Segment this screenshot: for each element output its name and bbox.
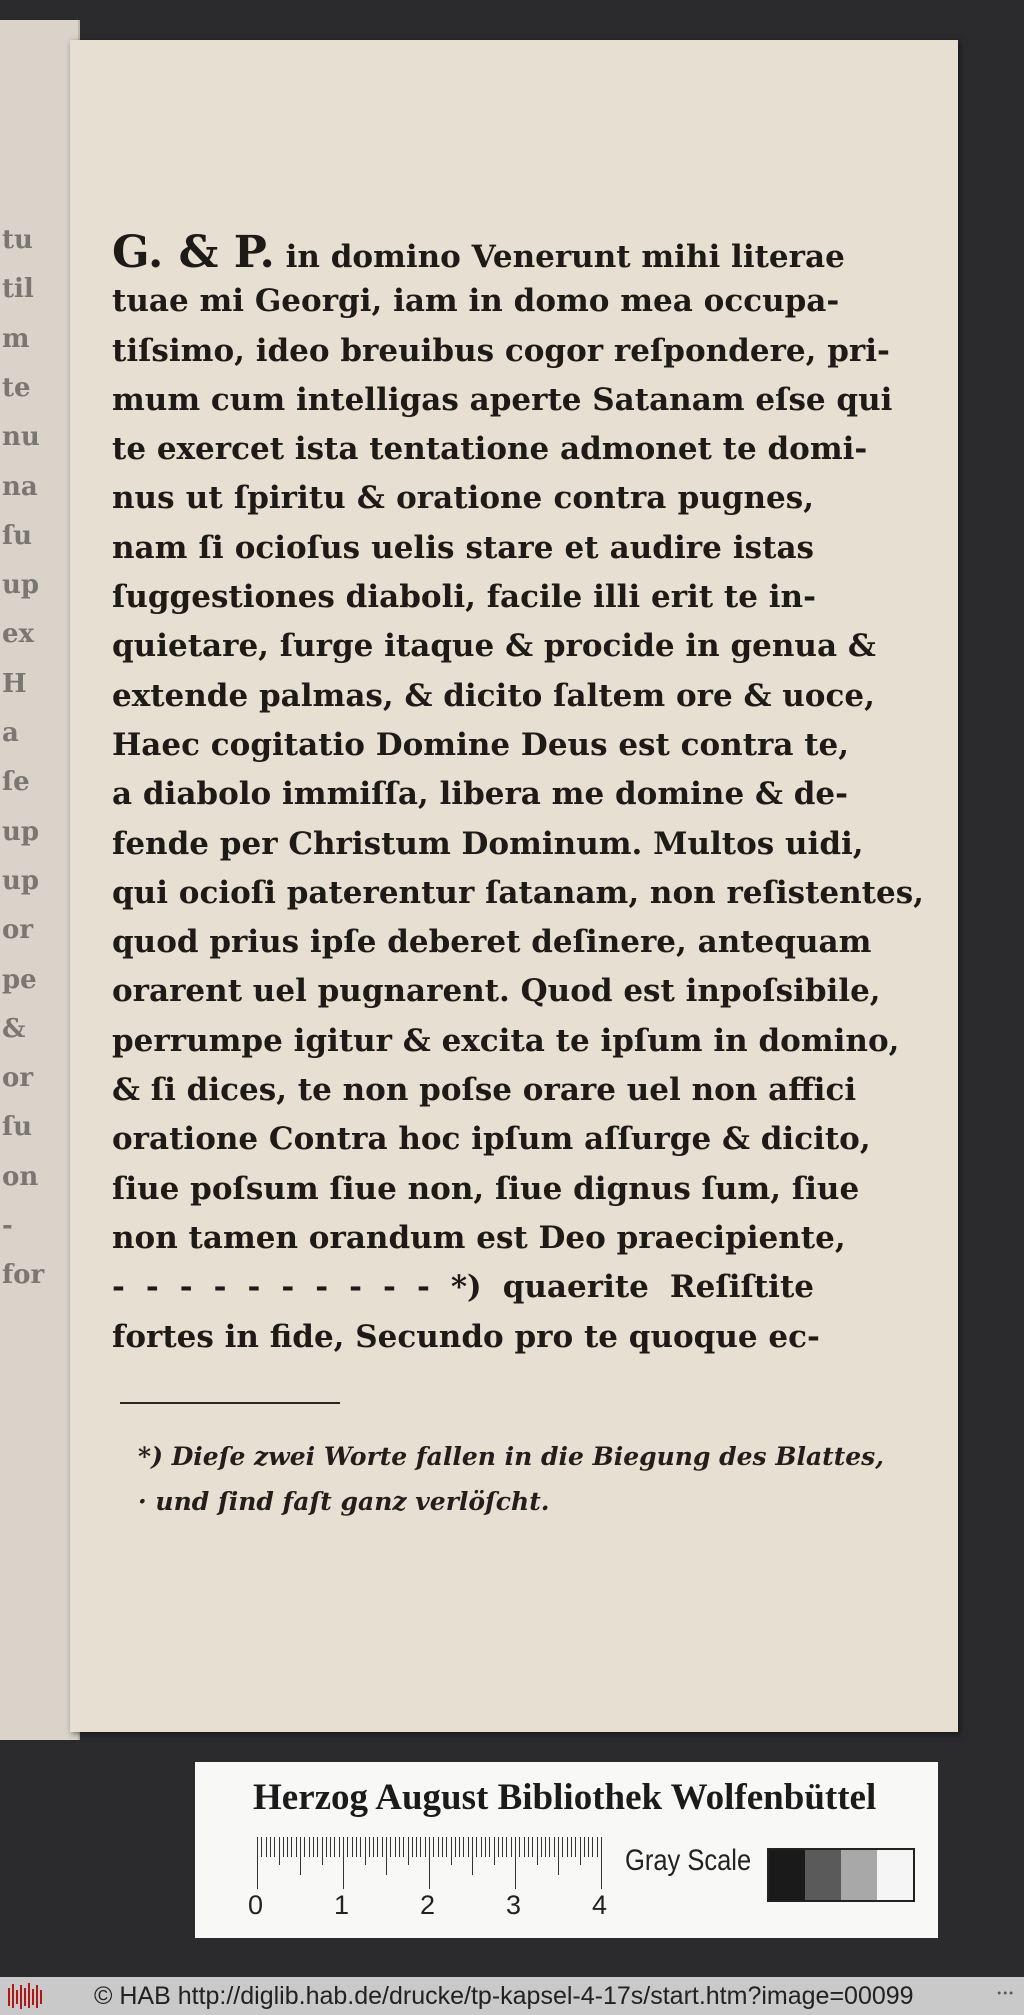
ruler-tick — [433, 1837, 434, 1857]
text-line-content: in domino Venerunt mihi literae — [285, 239, 845, 275]
prev-page-fragment: ſu — [2, 520, 33, 551]
ruler-tick — [541, 1837, 542, 1857]
ruler-tick — [382, 1837, 383, 1857]
ruler-tick — [395, 1837, 396, 1857]
ruler-tick — [291, 1837, 292, 1857]
prev-page-fragment: tu — [2, 225, 33, 255]
text-line: fende per Christum Dominum. Multos uidi, — [112, 825, 864, 862]
ruler-tick — [515, 1837, 516, 1889]
ruler-tick — [425, 1837, 426, 1857]
ruler-tick — [485, 1837, 486, 1857]
ruler-tick — [330, 1837, 331, 1857]
ruler-tick — [446, 1837, 447, 1857]
prev-page-fragment: or — [2, 1063, 34, 1094]
ruler-tick — [386, 1837, 387, 1875]
ruler-tick — [296, 1837, 297, 1857]
ruler-tick — [571, 1837, 572, 1857]
ruler-tick — [261, 1837, 262, 1857]
text-line: extende palmas, & dicito ſaltem ore & uoce, — [112, 677, 875, 714]
ruler-tick — [472, 1837, 473, 1875]
ruler-tick — [481, 1837, 482, 1857]
ruler-tick — [489, 1837, 490, 1857]
footnote-line: · und ſind faſt ganz verlöſcht. — [138, 1487, 550, 1516]
prev-page-fragment: up — [2, 865, 40, 896]
text-line: mum cum intelligas aperte Satanam eſse qui — [112, 381, 893, 418]
prev-page-fragment: ſu — [2, 1112, 33, 1143]
ruler-tick — [601, 1837, 602, 1889]
ruler — [257, 1837, 607, 1889]
ruler-tick — [597, 1837, 598, 1857]
ruler-tick — [360, 1837, 361, 1857]
prev-page-fragment: pe — [2, 964, 37, 995]
ruler-tick — [524, 1837, 525, 1857]
ruler-tick — [283, 1837, 284, 1857]
ruler-tick — [580, 1837, 581, 1865]
ruler-tick — [326, 1837, 327, 1857]
color-calibration-card — [195, 1762, 938, 1938]
initial-salutation: G. & P. — [112, 227, 275, 278]
ruler-tick — [257, 1837, 258, 1889]
ruler-tick — [502, 1837, 503, 1857]
prev-page-fragment: ſe — [2, 767, 30, 798]
prev-page-fragment: H — [2, 668, 27, 699]
ruler-tick — [399, 1837, 400, 1857]
footer-bar — [0, 1977, 1024, 2015]
text-line: ſiue poſsum ſiue non, ſiue dignus ſum, ſiue — [112, 1170, 860, 1207]
ruler-tick — [558, 1837, 559, 1875]
ruler-tick — [575, 1837, 576, 1857]
text-line: perrumpe igitur & excita te ipſum in domino, — [112, 1022, 900, 1059]
prev-page-fragment: up — [2, 570, 40, 601]
more-icon[interactable]: ••• — [996, 1989, 1014, 2000]
ruler-tick — [266, 1837, 267, 1857]
ruler-tick — [511, 1837, 512, 1857]
ruler-tick — [442, 1837, 443, 1857]
ruler-tick — [468, 1837, 469, 1857]
document-page — [70, 40, 958, 1732]
ruler-tick — [549, 1837, 550, 1857]
ruler-tick — [545, 1837, 546, 1857]
ruler-tick — [365, 1837, 366, 1865]
prev-page-fragment: or — [2, 915, 34, 946]
ruler-tick — [270, 1837, 271, 1857]
prev-page-fragment: na — [2, 471, 38, 502]
footnote-rule — [120, 1402, 340, 1404]
text-line: a diabolo immiſſa, libera me domine & de- — [112, 776, 849, 813]
text-line: qui ocioſi paterentur ſatanam, non reſistentes, — [112, 874, 924, 911]
ruler-tick — [584, 1837, 585, 1857]
ruler-tick — [463, 1837, 464, 1857]
gray-swatch — [805, 1850, 841, 1900]
ruler-tick — [416, 1837, 417, 1857]
ruler-tick — [347, 1837, 348, 1857]
ruler-tick — [322, 1837, 323, 1865]
gray-swatch — [877, 1850, 913, 1900]
gray-scale-label: Gray Scale — [625, 1844, 752, 1877]
text-line: tuae mi Georgi, iam in domo mea occupa- — [112, 283, 840, 320]
prev-page-fragment: on — [2, 1161, 39, 1192]
text-line: & ſi dices, te non poſse orare uel non affici — [112, 1072, 857, 1109]
ruler-tick — [408, 1837, 409, 1865]
ruler-number: 0 — [248, 1890, 264, 1920]
ruler-tick — [274, 1837, 275, 1857]
text-line: fortes in fide, Secundo pro te quoque ec- — [112, 1318, 820, 1355]
text-line: ſuggestiones diaboli, facile illi erit te in- — [112, 579, 816, 616]
text-line: te exercet ista tentatione admonet te domi- — [112, 431, 868, 468]
ruler-tick — [537, 1837, 538, 1865]
ruler-tick — [506, 1837, 507, 1857]
text-line: nus ut ſpiritu & oratione contra pugnes, — [112, 480, 814, 517]
ruler-tick — [369, 1837, 370, 1857]
prev-page-fragment: m — [2, 323, 30, 354]
text-line: quod prius ipſe deberet deſinere, antequam — [112, 924, 872, 961]
ruler-tick — [592, 1837, 593, 1857]
ruler-tick — [317, 1837, 318, 1857]
ruler-tick — [352, 1837, 353, 1857]
text-line: orarent uel pugnarent. Quod est inpoſsibile, — [112, 973, 881, 1010]
ruler-tick — [494, 1837, 495, 1865]
prev-page-fragment: for — [2, 1260, 45, 1291]
ruler-tick — [313, 1837, 314, 1857]
ruler-tick — [300, 1837, 301, 1875]
ruler-tick — [334, 1837, 335, 1857]
ruler-tick — [459, 1837, 460, 1857]
ruler-tick — [390, 1837, 391, 1857]
ruler-tick — [420, 1837, 421, 1857]
prev-page-fragment: nu — [2, 422, 40, 453]
ruler-tick — [339, 1837, 340, 1857]
ruler-tick — [451, 1837, 452, 1865]
gray-swatch — [841, 1850, 877, 1900]
ruler-tick — [567, 1837, 568, 1857]
ruler-tick — [279, 1837, 280, 1865]
ruler-tick — [519, 1837, 520, 1857]
ruler-tick — [356, 1837, 357, 1857]
ruler-tick — [309, 1837, 310, 1857]
ruler-number: 2 — [420, 1890, 436, 1920]
prev-page-fragment: til — [2, 274, 34, 305]
ruler-number: 1 — [334, 1890, 350, 1920]
ruler-tick — [476, 1837, 477, 1857]
ruler-tick — [562, 1837, 563, 1857]
ruler-tick — [438, 1837, 439, 1857]
ruler-tick — [377, 1837, 378, 1857]
ruler-tick — [455, 1837, 456, 1857]
ruler-tick — [287, 1837, 288, 1857]
text-line: tiſsimo, ideo breuibus cogor reſpondere, pri- — [112, 332, 890, 369]
prev-page-fragment: - — [2, 1211, 13, 1241]
hab-logo-icon — [6, 1982, 46, 2010]
prev-page-fragment: & — [2, 1013, 26, 1044]
ruler-tick — [403, 1837, 404, 1857]
previous-page-edge — [0, 20, 80, 1740]
prev-page-fragment: te — [2, 372, 31, 403]
ruler-tick — [429, 1837, 430, 1889]
text-line: Haec cogitatio Domine Deus est contra te, — [112, 726, 850, 763]
text-line — [112, 227, 845, 278]
ruler-number: 4 — [592, 1890, 608, 1920]
gray-scale-swatches — [767, 1848, 915, 1902]
ruler-number: 3 — [506, 1890, 522, 1920]
library-name: Herzog August Bibliothek Wolfenbüttel — [253, 1777, 877, 1818]
prev-page-fragment: a — [2, 718, 19, 748]
ruler-tick — [588, 1837, 589, 1857]
prev-page-fragment: ex — [2, 619, 35, 650]
text-line: quietare, ſurge itaque & procide in genua & — [112, 628, 876, 665]
ruler-tick — [554, 1837, 555, 1857]
body-text — [112, 227, 924, 1362]
ruler-tick — [412, 1837, 413, 1857]
ruler-tick — [528, 1837, 529, 1857]
text-line: oratione Contra hoc ipſum aſſurge & dicito, — [112, 1121, 871, 1158]
prev-page-fragment: up — [2, 816, 40, 847]
gray-swatch — [769, 1850, 805, 1900]
ruler-tick — [343, 1837, 344, 1889]
footnote-line: *) Dieſe zwei Worte fallen in die Biegung des Blattes, — [138, 1442, 884, 1471]
text-line: non tamen orandum est Deo praecipiente, — [112, 1219, 846, 1256]
ruler-tick — [532, 1837, 533, 1857]
ruler-tick — [373, 1837, 374, 1857]
text-line: nam ſi ocioſus uelis stare et audire istas — [112, 529, 814, 566]
text-line: - - - - - - - - - - *) quaerite Reſiſtite — [112, 1269, 814, 1306]
copyright-url[interactable]: © HAB http://diglib.hab.de/drucke/tp-kapsel-4-17s/start.htm?image=00099 — [94, 1982, 914, 2010]
ruler-tick — [498, 1837, 499, 1857]
ruler-tick — [304, 1837, 305, 1857]
